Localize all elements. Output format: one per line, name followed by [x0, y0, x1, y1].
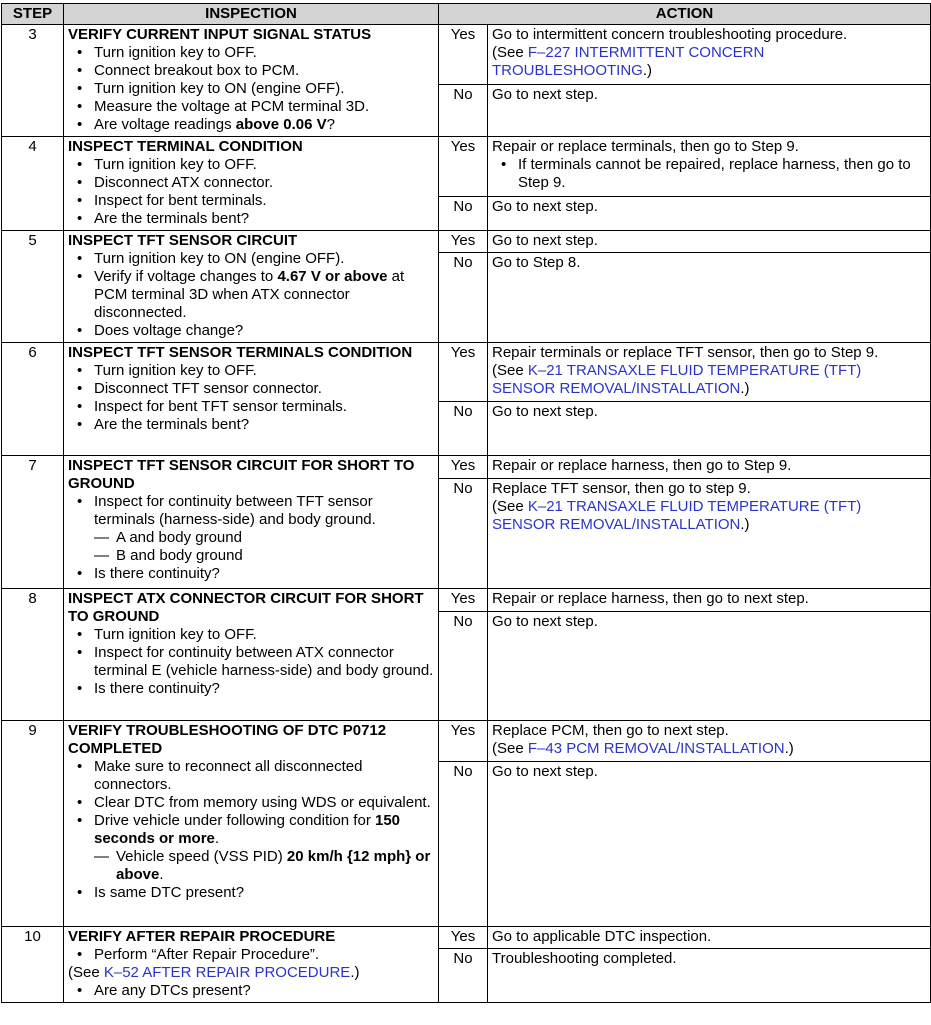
list-item: • Turn ignition key to OFF. — [94, 44, 434, 62]
list-item: • Inspect for continuity between ATX connector terminal E (vehicle harness-side) and body ground. — [94, 644, 434, 680]
action-yes — [488, 25, 931, 85]
step-title: INSPECT TFT SENSOR TERMINALS CONDITION — [68, 344, 413, 361]
list-item — [94, 493, 434, 565]
bullet-list — [68, 982, 434, 1000]
text: Drive vehicle under following condition for — [94, 812, 375, 829]
no-label: No — [439, 762, 488, 927]
table-row — [2, 927, 931, 949]
header-row — [2, 4, 931, 25]
step-title: INSPECT TFT SENSOR CIRCUIT FOR SHORT TO GROUND — [68, 457, 415, 492]
no-label: No — [439, 479, 488, 589]
bold-text: 150 seconds or more — [94, 812, 401, 847]
sub-item: — B and body ground — [94, 547, 434, 565]
bullet-list — [68, 758, 434, 902]
text: (See — [492, 44, 528, 61]
reference — [492, 44, 926, 80]
action-no — [488, 479, 931, 589]
inspection-cell — [64, 25, 439, 137]
reference-link[interactable]: F–43 PCM REMOVAL/INSTALLATION — [527, 740, 785, 757]
text: Vehicle speed (VSS PID) — [116, 848, 287, 865]
sub-list — [94, 848, 434, 884]
action-yes — [488, 721, 931, 762]
action-yes: Repair or replace harness, then go to Step 9. — [488, 456, 931, 479]
list-item: • Perform “After Repair Procedure”. — [94, 946, 434, 964]
action-yes: Repair or replace harness, then go to next step. — [488, 589, 931, 612]
header-inspection: INSPECTION — [64, 4, 439, 25]
table-row — [2, 456, 931, 479]
step-number: 4 — [2, 137, 64, 231]
table-row — [2, 343, 931, 402]
action-no: Troubleshooting completed. — [488, 949, 931, 1003]
list-item: • Is there continuity? — [94, 565, 434, 583]
reference — [492, 498, 926, 534]
step-title: INSPECT TFT SENSOR CIRCUIT — [68, 232, 298, 249]
step-number: 8 — [2, 589, 64, 721]
text: (See — [492, 362, 528, 379]
list-item: • Turn ignition key to OFF. — [94, 626, 434, 644]
yes-label: Yes — [439, 927, 488, 949]
table-row — [2, 721, 931, 762]
no-label: No — [439, 196, 488, 230]
text: .) — [350, 964, 360, 981]
step-number: 7 — [2, 456, 64, 589]
step-title: VERIFY AFTER REPAIR PROCEDURE — [68, 928, 336, 945]
bullet-list — [492, 156, 926, 192]
inspection-cell — [64, 231, 439, 343]
bullet-list — [68, 626, 434, 698]
step-title: INSPECT TERMINAL CONDITION — [68, 138, 303, 155]
reference-link[interactable]: F–227 INTERMITTENT CONCERN TROUBLESHOOTING — [492, 44, 765, 79]
list-item: • Measure the voltage at PCM terminal 3D. — [94, 98, 434, 116]
yes-label: Yes — [439, 231, 488, 253]
yes-label: Yes — [439, 343, 488, 402]
action-text: Repair or replace terminals, then go to Step 9. — [492, 138, 799, 155]
list-item: • Clear DTC from memory using WDS or equivalent. — [94, 794, 434, 812]
list-item: • Disconnect TFT sensor connector. — [94, 380, 434, 398]
inspection-cell — [64, 721, 439, 927]
action-yes — [488, 343, 931, 402]
list-item: • Does voltage change? — [94, 322, 434, 340]
text: .) — [642, 62, 653, 79]
troubleshooting-table — [1, 3, 931, 1003]
list-item: • Are the terminals bent? — [94, 210, 434, 228]
yes-label: Yes — [439, 25, 488, 85]
action-yes — [488, 137, 931, 197]
step-title: INSPECT ATX CONNECTOR CIRCUIT FOR SHORT TO GROUND — [68, 590, 424, 625]
text: ? — [326, 116, 335, 133]
list-item: • Turn ignition key to ON (engine OFF). — [94, 250, 434, 268]
text: . — [159, 866, 164, 883]
text: .) — [740, 516, 750, 533]
no-label: No — [439, 402, 488, 456]
action-no: Go to next step. — [488, 612, 931, 721]
bullet-list — [68, 156, 434, 228]
bold-text: above 0.06 V — [235, 116, 327, 133]
action-text: Repair terminals or replace TFT sensor, then go to Step 9. — [492, 344, 879, 361]
action-yes: Go to next step. — [488, 231, 931, 253]
text: Verify if voltage changes to — [94, 268, 278, 285]
header-step: STEP — [2, 4, 64, 25]
action-text: Go to intermittent concern troubleshooting procedure. — [492, 26, 848, 43]
yes-label: Yes — [439, 589, 488, 612]
step-number: 3 — [2, 25, 64, 137]
inspection-cell — [64, 927, 439, 1003]
list-item: • Inspect for bent terminals. — [94, 192, 434, 210]
list-item: • Are the terminals bent? — [94, 416, 434, 434]
table-row — [2, 589, 931, 612]
text: . — [214, 830, 220, 847]
list-item: • Disconnect ATX connector. — [94, 174, 434, 192]
list-item: • Make sure to reconnect all disconnected connectors. — [94, 758, 434, 794]
bullet-list — [68, 493, 434, 583]
yes-label: Yes — [439, 721, 488, 762]
step-number: 9 — [2, 721, 64, 927]
yes-label: Yes — [439, 137, 488, 197]
table-row — [2, 25, 931, 85]
reference — [68, 964, 434, 982]
text: at PCM terminal 3D when ATX connector disconnected. — [94, 268, 405, 321]
header-action: ACTION — [439, 4, 931, 25]
list-item: • Is there continuity? — [94, 680, 434, 698]
step-number: 6 — [2, 343, 64, 456]
inspection-cell — [64, 589, 439, 721]
list-item: • Are any DTCs present? — [94, 982, 434, 1000]
yes-label: Yes — [439, 456, 488, 479]
text: .) — [784, 740, 794, 757]
bullet-list — [68, 946, 434, 964]
step-number: 10 — [2, 927, 64, 1003]
reference-link[interactable]: K–52 AFTER REPAIR PROCEDURE — [103, 964, 351, 981]
text: .) — [740, 380, 750, 397]
list-item: • If terminals cannot be repaired, replace harness, then go to Step 9. — [518, 156, 926, 192]
text: Are voltage readings — [94, 116, 236, 133]
action-no: Go to next step. — [488, 85, 931, 137]
inspection-cell — [64, 137, 439, 231]
list-item — [94, 268, 434, 322]
list-item: • Connect breakout box to PCM. — [94, 62, 434, 80]
action-text: Replace TFT sensor, then go to step 9. — [492, 480, 751, 497]
text: (See — [492, 740, 528, 757]
table-row — [2, 231, 931, 253]
step-title: VERIFY TROUBLESHOOTING OF DTC P0712 COMPLETED — [68, 722, 387, 757]
bold-text: 4.67 V or above — [277, 268, 388, 285]
bullet-list — [68, 362, 434, 434]
reference — [492, 362, 926, 398]
inspection-cell — [64, 456, 439, 589]
list-item: • Turn ignition key to OFF. — [94, 362, 434, 380]
step-number: 5 — [2, 231, 64, 343]
no-label: No — [439, 612, 488, 721]
list-item: • Turn ignition key to OFF. — [94, 156, 434, 174]
reference-link[interactable]: K–21 TRANSAXLE FLUID TEMPERATURE (TFT) SENSOR REMOVAL/INSTALLATION — [492, 362, 862, 397]
action-no: Go to Step 8. — [488, 253, 931, 343]
list-item — [94, 116, 434, 134]
no-label: No — [439, 85, 488, 137]
sub-item — [94, 848, 434, 884]
text: (See — [492, 498, 528, 515]
action-no: Go to next step. — [488, 762, 931, 927]
reference-link[interactable]: K–21 TRANSAXLE FLUID TEMPERATURE (TFT) SENSOR REMOVAL/INSTALLATION — [492, 498, 862, 533]
list-item: • Is same DTC present? — [94, 884, 434, 902]
action-no: Go to next step. — [488, 196, 931, 230]
bullet-list — [68, 44, 434, 134]
no-label: No — [439, 253, 488, 343]
action-text: Replace PCM, then go to next step. — [492, 722, 729, 739]
text: (See — [68, 964, 104, 981]
sub-list — [94, 529, 434, 565]
bullet-list — [68, 250, 434, 340]
action-yes: Go to applicable DTC inspection. — [488, 927, 931, 949]
inspection-cell — [64, 343, 439, 456]
text: Inspect for continuity between TFT sensor terminals (harness-side) and body ground. — [94, 493, 376, 528]
list-item: • Inspect for bent TFT sensor terminals. — [94, 398, 434, 416]
table-row — [2, 137, 931, 197]
list-item: • Turn ignition key to ON (engine OFF). — [94, 80, 434, 98]
action-no: Go to next step. — [488, 402, 931, 456]
reference — [492, 740, 926, 758]
sub-item: — A and body ground — [94, 529, 434, 547]
step-title: VERIFY CURRENT INPUT SIGNAL STATUS — [68, 26, 372, 43]
no-label: No — [439, 949, 488, 1003]
bold-text: 20 km/h {12 mph} or above — [116, 848, 431, 883]
list-item — [94, 812, 434, 884]
